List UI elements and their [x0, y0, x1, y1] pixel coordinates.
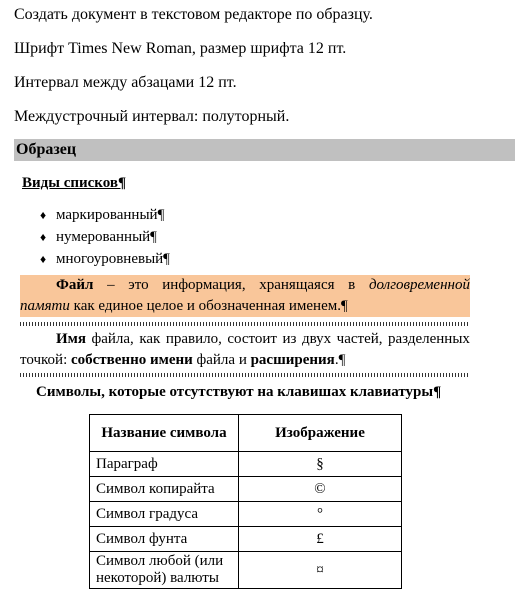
- table-cell: £: [239, 527, 402, 552]
- table-header-cell: Название символа: [90, 415, 239, 452]
- table-row: [90, 527, 402, 552]
- list-item: ♦ нумерованный¶: [40, 226, 170, 248]
- filename-paragraph: Имя файла, как правило, состоит из двух частей, разделенных точкой: собственно имени файла и расширения.¶: [20, 331, 470, 368]
- instruction-line: Шрифт Times New Roman, размер шрифта 12 пт.: [14, 40, 347, 57]
- table-header-cell: Изображение: [239, 415, 402, 452]
- instruction-line: Интервал между абзацами 12 пт.: [14, 74, 237, 91]
- table-cell: °: [239, 502, 402, 527]
- wavy-border: [20, 373, 470, 377]
- table-cell: Символ фунта: [90, 527, 239, 552]
- table-cell: Символ любой (или некоторой) валюты: [90, 552, 239, 589]
- bullet-list: [40, 204, 170, 270]
- table-row: [90, 477, 402, 502]
- diamond-bullet-icon: ♦: [40, 252, 47, 266]
- instruction-line: Создать документ в текстовом редакторе по образцу.: [14, 6, 373, 23]
- table-header-row: [90, 415, 402, 452]
- table-cell: ©: [239, 477, 402, 502]
- table-row: [90, 552, 402, 589]
- table-cell: Символ градуса: [90, 502, 239, 527]
- file-definition-paragraph: Файл – это информация, хранящаяся в долговременной памяти как единое целое и обозначенная именем.¶: [20, 275, 470, 317]
- table-row: [90, 502, 402, 527]
- lists-heading: Виды списков¶: [22, 175, 127, 191]
- table-cell: §: [239, 452, 402, 477]
- list-item: ♦ маркированный¶: [40, 204, 170, 226]
- list-item: ♦ многоуровневый¶: [40, 248, 170, 270]
- diamond-bullet-icon: ♦: [40, 208, 47, 222]
- instruction-line: Междустрочный интервал: полуторный.: [14, 108, 290, 125]
- sample-banner: Образец: [14, 139, 515, 161]
- table-cell: ¤: [239, 552, 402, 589]
- table-row: [90, 452, 402, 477]
- diamond-bullet-icon: ♦: [40, 230, 47, 244]
- table-cell: Символ копирайта: [90, 477, 239, 502]
- table-title: Символы, которые отсутствуют на клавишах клавиатуры¶: [36, 384, 442, 400]
- table-cell: Параграф: [90, 452, 239, 477]
- symbols-table: [89, 414, 402, 589]
- wavy-border: [20, 322, 470, 326]
